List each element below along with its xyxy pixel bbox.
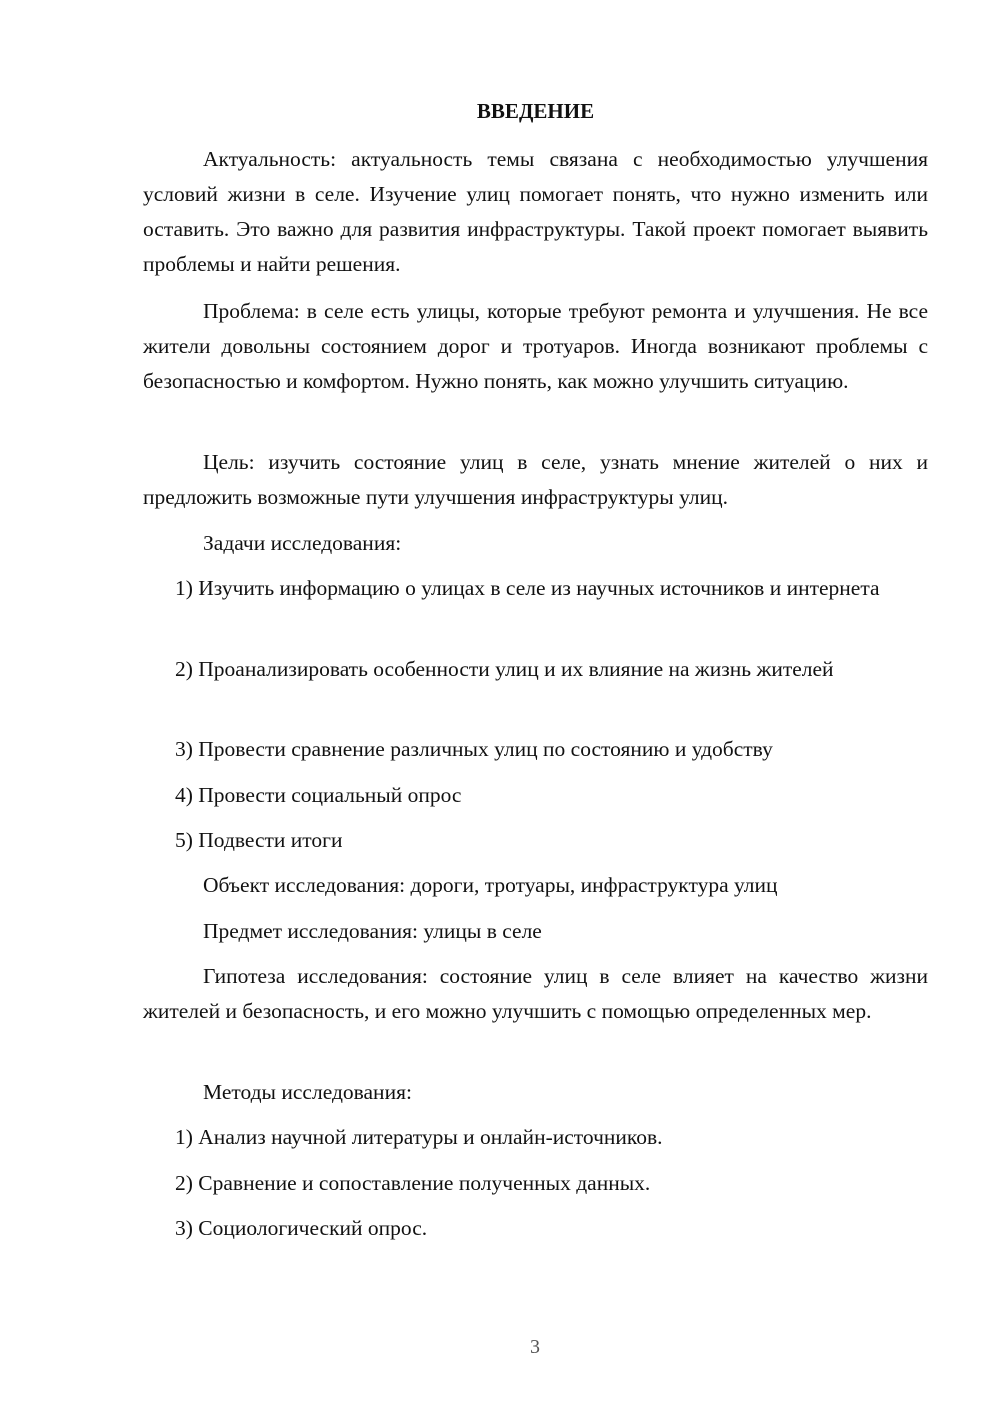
tasks-heading: Задачи исследования:	[203, 531, 402, 555]
task-item-5: 5) Подвести итоги	[175, 828, 343, 852]
methods-heading: Методы исследования:	[203, 1080, 412, 1104]
relevance-paragraph: Актуальность: актуальность темы связана с необходимостью улучшения условий жизни в селе. Изучение улиц помогает понять, что нужно изменить или оставить. Это важно для развития инфраструктуры. Такой проект помогает выявить проблемы и найти решения.	[143, 147, 928, 276]
research-object: Объект исследования: дороги, тротуары, инфраструктура улиц	[203, 873, 778, 897]
page-number: 3	[530, 1336, 540, 1358]
task-item-3: 3) Провести сравнение различных улиц по состоянию и удобству	[175, 737, 773, 761]
problem-paragraph: Проблема: в селе есть улицы, которые требуют ремонта и улучшения. Не все жители довольны состоянием дорог и тротуаров. Иногда возникают проблемы с безопасностью и комфортом. Нужно понять, как можно улучшить ситуацию.	[143, 299, 928, 393]
task-item-4: 4) Провести социальный опрос	[175, 783, 462, 807]
method-item-2: 2) Сравнение и сопоставление полученных данных.	[175, 1171, 651, 1195]
task-item-1: 1) Изучить информацию о улицах в селе из научных источников и интернета	[175, 576, 880, 600]
method-item-3: 3) Социологический опрос.	[175, 1216, 428, 1240]
method-item-1: 1) Анализ научной литературы и онлайн-источников.	[175, 1125, 663, 1149]
research-subject: Предмет исследования: улицы в селе	[203, 919, 542, 943]
hypothesis-paragraph: Гипотеза исследования: состояние улиц в селе влияет на качество жизни жителей и безопасность, и его можно улучшить с помощью определенных мер.	[143, 964, 928, 1023]
task-item-2: 2) Проанализировать особенности улиц и их влияние на жизнь жителей	[175, 657, 834, 681]
goal-paragraph: Цель: изучить состояние улиц в селе, узнать мнение жителей о них и предложить возможные пути улучшения инфраструктуры улиц.	[143, 450, 928, 509]
section-title: ВВЕДЕНИЕ	[476, 99, 595, 123]
